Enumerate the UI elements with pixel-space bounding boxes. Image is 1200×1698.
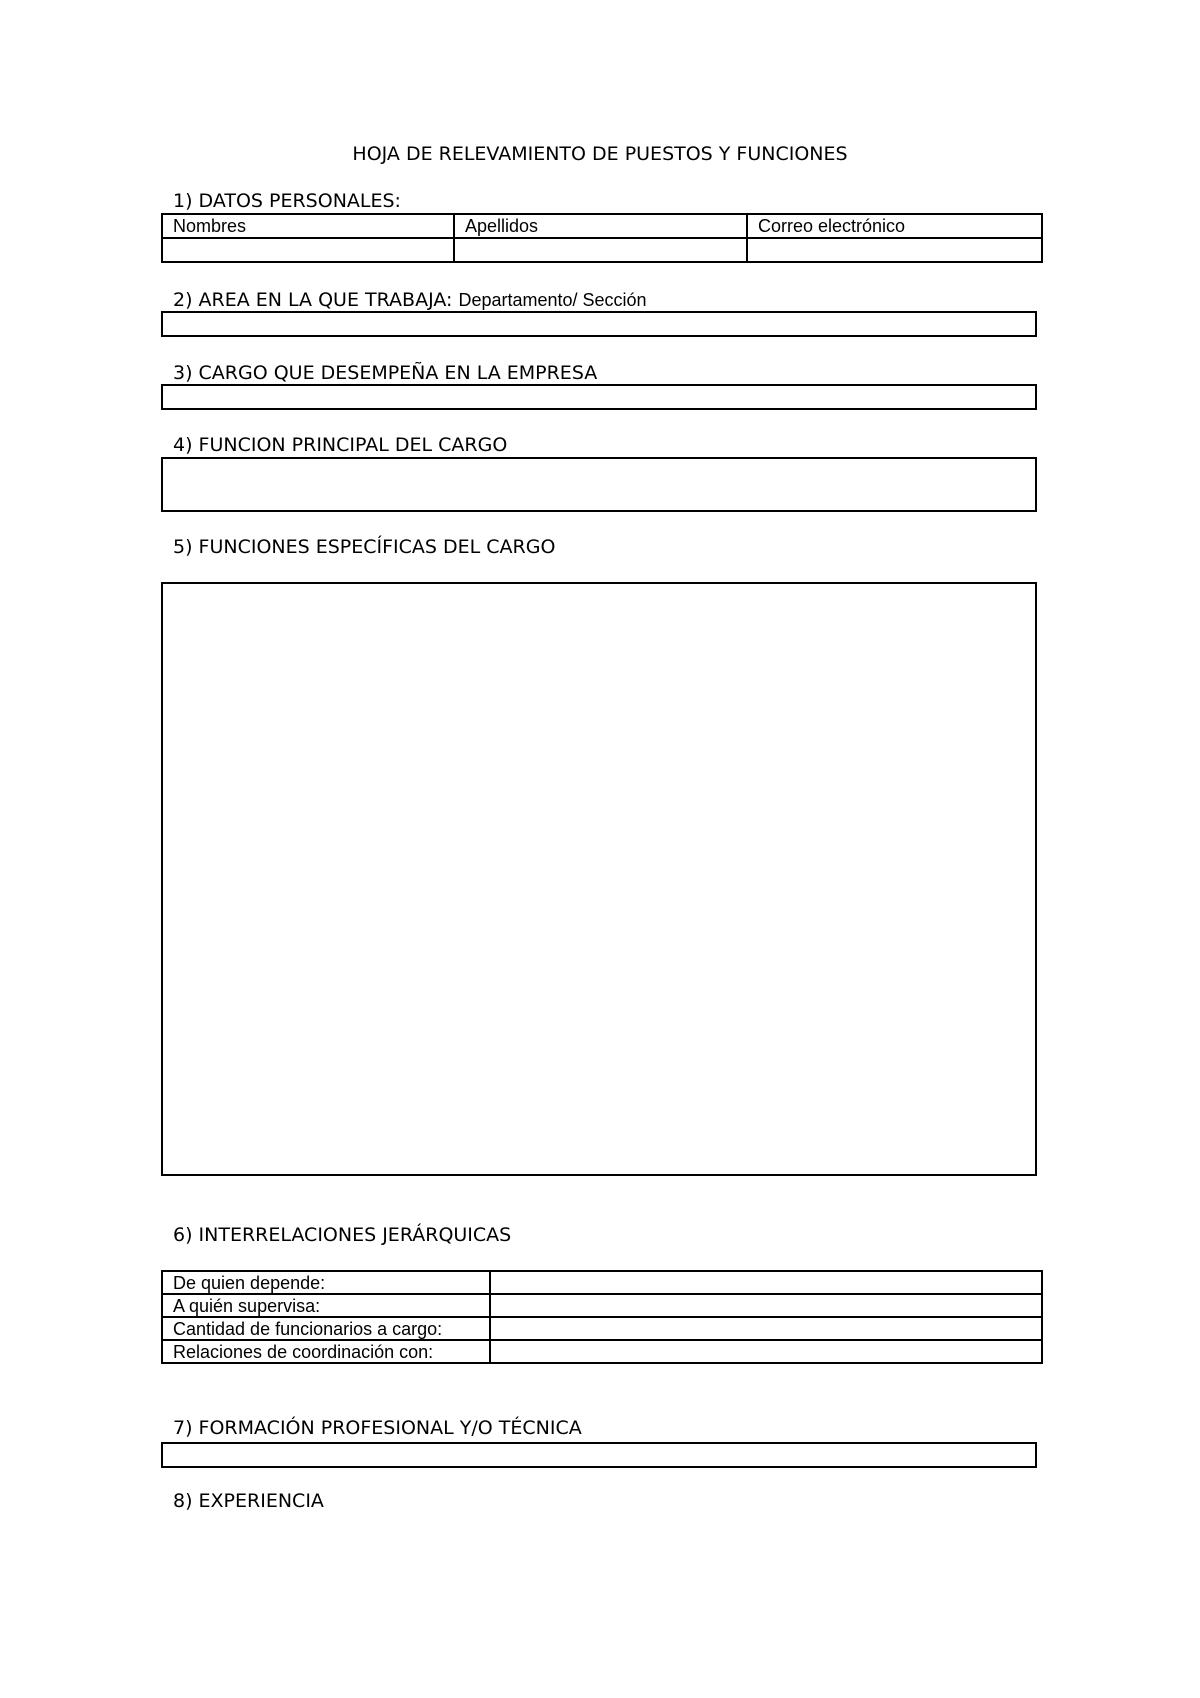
interrelaciones-table [161, 1270, 1043, 1364]
column-header-nombres: Nombres [162, 214, 454, 238]
apellidos-field[interactable] [454, 238, 747, 262]
section-8-heading: 8) EXPERIENCIA [173, 1490, 324, 1512]
personal-data-input-row [162, 238, 1042, 262]
personal-data-header-row [162, 214, 1042, 238]
depende-field[interactable] [490, 1271, 1042, 1294]
nombres-field[interactable] [162, 238, 454, 262]
cargo-field[interactable] [161, 384, 1037, 410]
section-6-heading: 6) INTERRELACIONES JERÁRQUICAS [173, 1224, 512, 1246]
area-heading-sub: Departamento/ Sección [458, 290, 647, 310]
table-row [162, 1317, 1042, 1340]
coordinacion-field[interactable] [490, 1340, 1042, 1363]
table-row [162, 1294, 1042, 1317]
area-field[interactable] [161, 311, 1037, 337]
section-4-heading: 4) FUNCION PRINCIPAL DEL CARGO [173, 434, 508, 456]
section-2-heading [173, 289, 647, 311]
formacion-field[interactable] [161, 1442, 1037, 1468]
supervisa-field[interactable] [490, 1294, 1042, 1317]
correo-field[interactable] [747, 238, 1042, 262]
funciones-especificas-field[interactable] [161, 582, 1037, 1176]
column-header-apellidos: Apellidos [454, 214, 747, 238]
row-label-coordinacion: Relaciones de coordinación con: [162, 1340, 490, 1363]
table-row [162, 1271, 1042, 1294]
section-5-heading: 5) FUNCIONES ESPECÍFICAS DEL CARGO [173, 536, 556, 558]
row-label-depende: De quien depende: [162, 1271, 490, 1294]
row-label-supervisa: A quién supervisa: [162, 1294, 490, 1317]
section-3-heading: 3) CARGO QUE DESEMPEÑA EN LA EMPRESA [173, 362, 598, 384]
funcion-principal-field[interactable] [161, 457, 1037, 512]
section-7-heading: 7) FORMACIÓN PROFESIONAL Y/O TÉCNICA [173, 1417, 582, 1439]
section-1-heading: 1) DATOS PERSONALES: [173, 190, 401, 212]
table-row [162, 1340, 1042, 1363]
column-header-correo: Correo electrónico [747, 214, 1042, 238]
funcionarios-field[interactable] [490, 1317, 1042, 1340]
area-heading-label: 2) AREA EN LA QUE TRABAJA: [173, 289, 453, 311]
row-label-funcionarios: Cantidad de funcionarios a cargo: [162, 1317, 490, 1340]
personal-data-table [161, 213, 1043, 263]
document-title: HOJA DE RELEVAMIENTO DE PUESTOS Y FUNCIONES [352, 143, 848, 165]
